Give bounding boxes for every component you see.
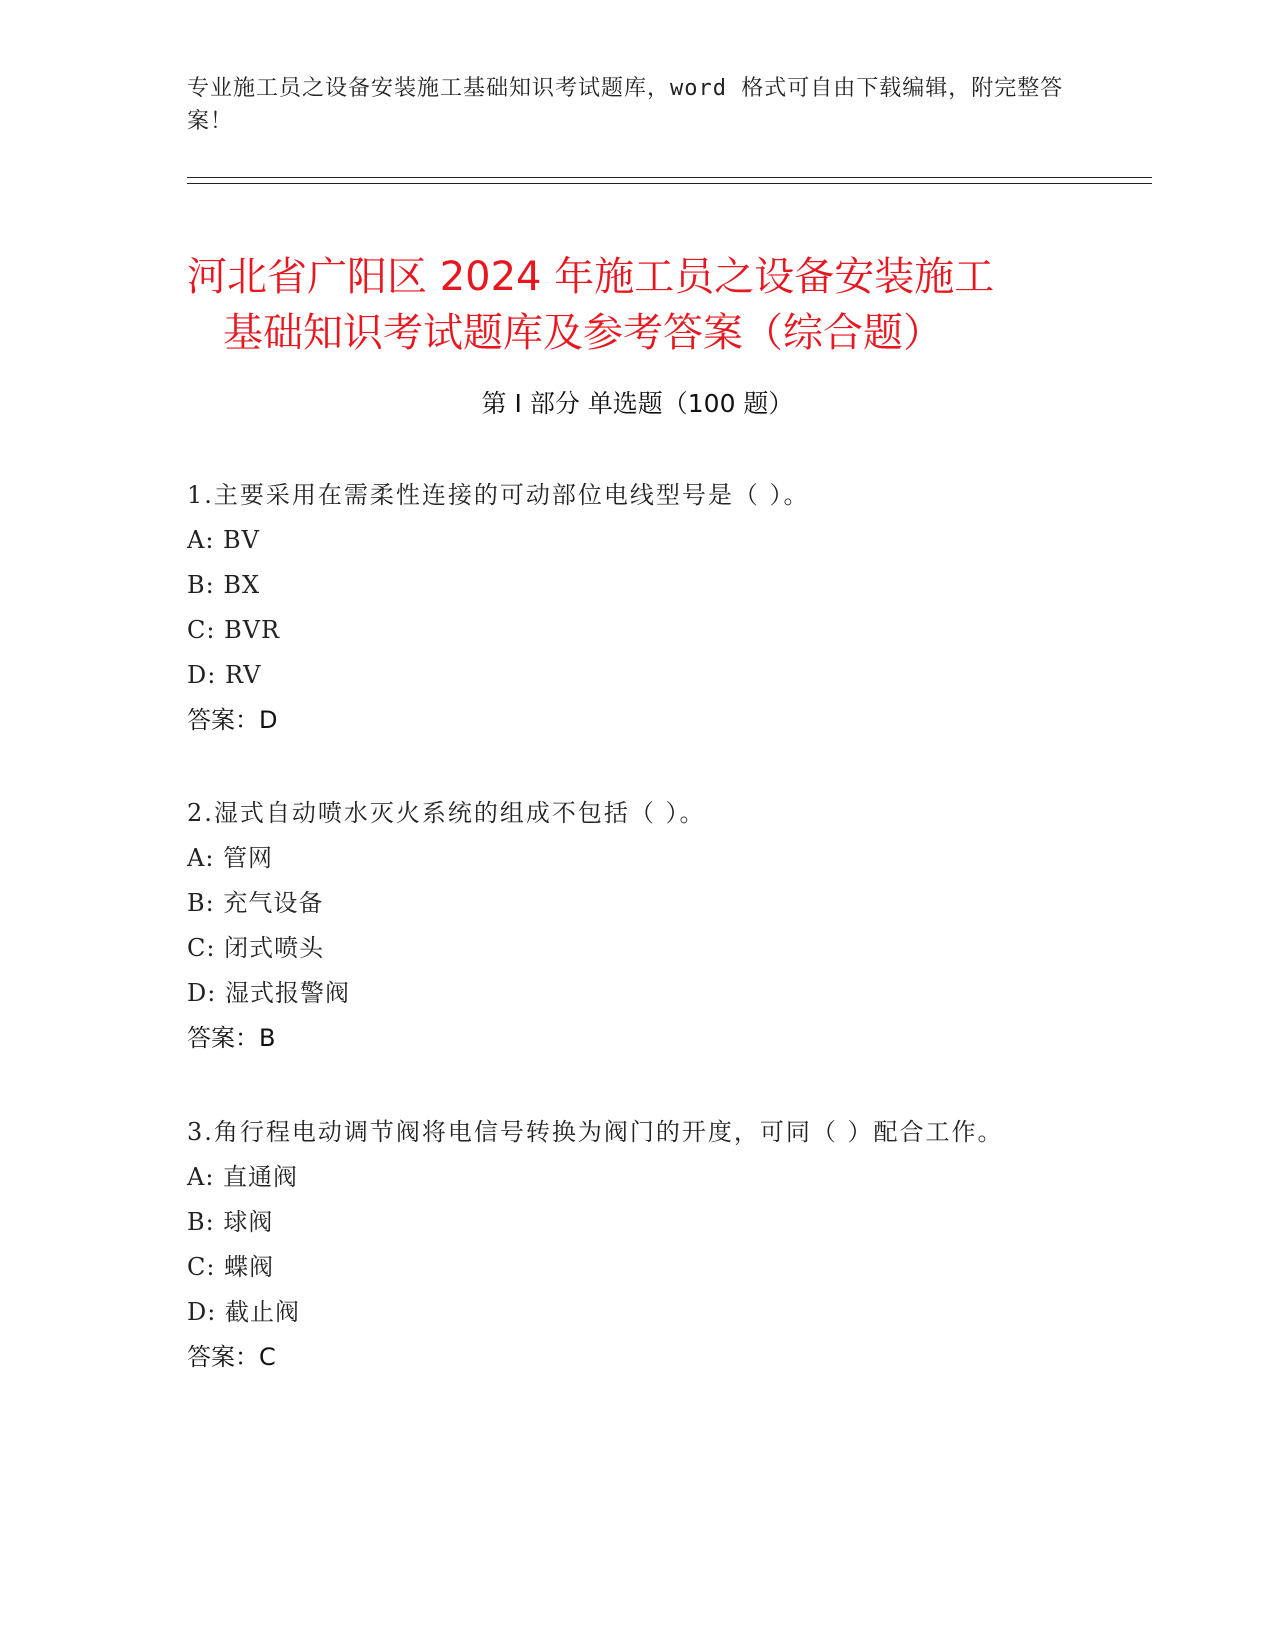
- answer-line: 答案：B: [187, 1024, 276, 1052]
- answer-line: 答案：C: [187, 1343, 276, 1371]
- option-d: D: 湿式报警阀: [187, 979, 350, 1007]
- section-heading: 第 I 部分 单选题（100 题）: [481, 389, 794, 418]
- question-3: [187, 1110, 1087, 1380]
- option-a: A: 管网: [187, 844, 274, 872]
- option-c: C: BVR: [187, 616, 281, 644]
- option-a: A: 直通阀: [187, 1163, 299, 1191]
- option-c: C: 闭式喷头: [187, 934, 325, 962]
- option-d: D: RV: [187, 661, 262, 689]
- question-1: [187, 473, 1087, 743]
- question-stem: 2.湿式自动喷水灭火系统的组成不包括（ ）。: [187, 799, 706, 827]
- header-note: 专业施工员之设备安装施工基础知识考试题库，word 格式可自由下载编辑，附完整答案！: [187, 76, 1064, 134]
- question-stem: 1.主要采用在需柔性连接的可动部位电线型号是（ ）。: [187, 481, 810, 509]
- title-line-2: 基础知识考试题库及参考答案（综合题）: [223, 309, 943, 356]
- option-b: B: 球阀: [187, 1208, 274, 1236]
- question-stem: 3.角行程电动调节阀将电信号转换为阀门的开度，可同（ ）配合工作。: [187, 1118, 1004, 1146]
- header-divider-bottom: [187, 183, 1152, 184]
- document-title: [187, 249, 1087, 361]
- question-2: [187, 791, 1087, 1061]
- option-b: B: BX: [187, 571, 261, 599]
- option-b: B: 充气设备: [187, 889, 324, 917]
- title-line-1: 河北省广阳区 2024 年施工员之设备安装施工: [187, 253, 995, 300]
- option-d: D: 截止阀: [187, 1298, 300, 1326]
- option-a: A: BV: [187, 526, 261, 554]
- answer-line: 答案：D: [187, 706, 278, 734]
- header-divider-top: [187, 177, 1152, 178]
- option-c: C: 蝶阀: [187, 1253, 275, 1281]
